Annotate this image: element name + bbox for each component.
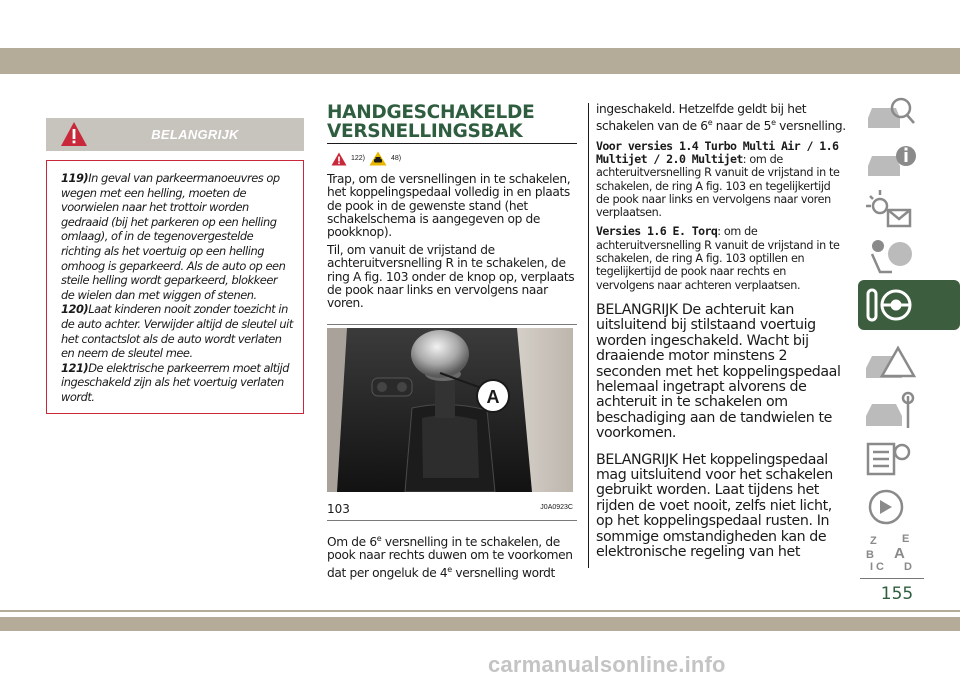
svg-text:I: I bbox=[870, 561, 874, 573]
chapter-sidebar bbox=[858, 88, 960, 580]
note-121-text: De elektrische parkeerrem moet altijd ingeschakeld zijn als het voertuig verlaten wordt. bbox=[61, 360, 289, 404]
figure-top-rule bbox=[327, 324, 577, 325]
bottom-band bbox=[0, 617, 960, 631]
paragraph-versions-etorq: Versies 1.6 E. Torq: om de achteruitversnelling R vanuit de vrijstand in te schakelen, de ring A fig. 103 optillen en tegelijkertijd de pook naar rechts en vervolgens naar achteren verplaatsen. bbox=[596, 224, 840, 292]
figure-bottom-rule bbox=[327, 520, 577, 521]
page-number-rule bbox=[860, 578, 924, 579]
section-header bbox=[327, 103, 577, 166]
section-title-line2: VERSNELLINGSBAK bbox=[327, 121, 523, 142]
important-clutch: BELANGRIJK Het koppelingspedaal mag uitsluitend voor het schakelen gebruikt worden. Laat tijdens het rijden de voet nooit, zelfs niet licht, op het koppelingspedaal rusten. In sommige omstandigheden kan de elektronische regeling van het bbox=[596, 451, 833, 561]
note-119-text: In geval van parkeermanoeuvres op wegen met een helling, moeten de voorwielen naar het trottoir worden gedraaid (bij het parkeren op een helling omlaag), of in de tegenovergestelde richting als het voertuig op een helling omhoog is geparkeerd. Als de auto op een steile helling wordt geparkeerd, blokkeer de wielen dan met wiggen of stenen. bbox=[61, 171, 286, 302]
svg-text:D: D bbox=[904, 561, 912, 573]
note-119-number: 119) bbox=[61, 171, 89, 185]
watermark: carmanualsonline.info bbox=[488, 652, 726, 677]
settings-list-icon[interactable] bbox=[868, 444, 909, 474]
section-title-line1: HANDGESCHAKELDE bbox=[327, 102, 535, 123]
seat-airbag-icon[interactable] bbox=[872, 240, 912, 272]
section-title-rule bbox=[327, 143, 577, 144]
paragraph-versions-multijet: Voor versies 1.4 Turbo Multi Air / 1.6 Multijet / 2.0 Multijet: om de achteruitversnelling R vanuit de vrijstand in te schakelen, de ring A fig. 103 en tegelijkertijd de pook naar links en vervolgens naar voren verplaatsen. bbox=[596, 138, 840, 220]
warning-ref-icon bbox=[331, 152, 347, 166]
car-warning-icon[interactable] bbox=[866, 348, 914, 378]
warning-ref-number: 122) bbox=[351, 155, 366, 162]
warning-title: BELANGRIJK bbox=[151, 127, 239, 142]
note-121-number: 121) bbox=[61, 360, 89, 375]
figure-number: 103 bbox=[327, 502, 350, 516]
figure-label-a: A bbox=[486, 387, 500, 407]
paragraph-sixth-gear: Om de 6e versnelling in te schakelen, de pook naar rechts duwen om te voorkomen dat per ongeluk de 4e versnelling wordt bbox=[327, 534, 573, 580]
paragraph-reverse-gear: Til, om vanuit de vrijstand de achteruitversnelling R in te schakelen, de ring A fig. 103 onder de knop op, verplaats de pook naar links en vervolgens naar voren. bbox=[327, 243, 575, 311]
car-search-icon[interactable] bbox=[868, 99, 914, 128]
column-divider bbox=[588, 103, 589, 568]
car-info-icon[interactable] bbox=[868, 146, 916, 176]
svg-text:C: C bbox=[876, 561, 884, 573]
svg-text:Z: Z bbox=[870, 535, 877, 547]
index-icon[interactable] bbox=[866, 533, 912, 573]
gear-lever-photo bbox=[327, 328, 573, 492]
figure-caption bbox=[327, 500, 577, 518]
important-reverse: BELANGRIJK De achteruit kan uitsluitend bij stilstaand voertuig worden ingeschakeld. Wacht bij draaiende motor minstens 2 seconden met het koppelingspedaal helemaal ingetrapt alvorens de achteruit in te schakelen om beschadiging aan de tandwielen te voorkomen. bbox=[596, 301, 841, 442]
note-120-number: 120) bbox=[61, 302, 89, 317]
note-120-text: Laat kinderen nooit zonder toezicht in de auto achter. Verwijder altijd de sleutel uit het contactslot als de auto wordt verlaten en neem de sleutel mee. bbox=[61, 302, 293, 361]
media-icon[interactable] bbox=[870, 491, 902, 523]
top-band bbox=[0, 48, 960, 74]
warning-box bbox=[46, 160, 304, 414]
warning-lights-icon[interactable] bbox=[866, 190, 910, 226]
caution-ref-number: 48) bbox=[391, 155, 402, 162]
car-tools-icon[interactable] bbox=[866, 393, 913, 428]
column-three bbox=[596, 103, 846, 560]
svg-text:B: B bbox=[866, 549, 874, 561]
figure-code: J0A0923C bbox=[540, 504, 573, 511]
caution-car-icon bbox=[369, 151, 387, 166]
warning-header bbox=[46, 118, 304, 151]
paragraph-continued: ingeschakeld. Hetzelfde geldt bij het schakelen van de 6e naar de 5e versnelling. bbox=[596, 102, 846, 134]
bottom-line bbox=[0, 610, 960, 612]
reference-icons bbox=[331, 151, 577, 166]
svg-text:E: E bbox=[902, 533, 910, 545]
paragraph-shift-gears: Trap, om de versnellingen in te schakelen, het koppelingspedaal volledig in en plaats de pook in de gewenste stand (het schakelschema is aangegeven op de pookknop). bbox=[327, 172, 571, 240]
page-number: 155 bbox=[880, 584, 914, 604]
svg-text:A: A bbox=[894, 545, 905, 562]
